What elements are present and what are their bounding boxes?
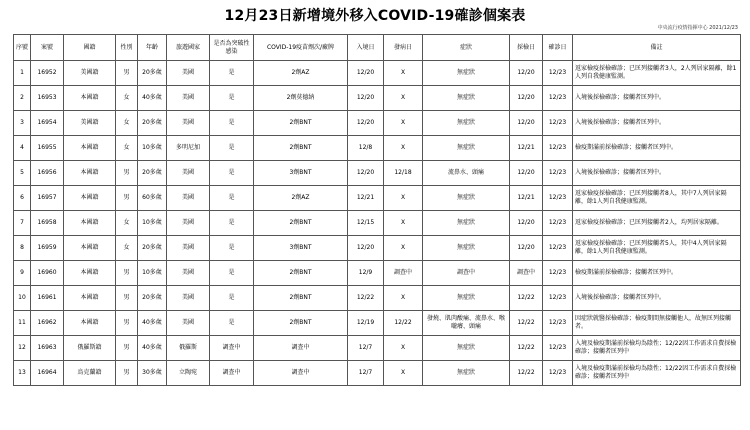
column-header: 備註 [573,35,741,61]
table-cell: 10多歲 [138,136,167,161]
table-cell: 12/23 [543,261,573,286]
column-header: 症狀 [423,35,510,61]
table-cell: 12/22 [348,286,384,311]
table-cell: 16960 [31,261,64,286]
table-cell: 美國 [167,61,210,86]
table-cell: 無症狀 [423,61,510,86]
table-cell: 12/22 [510,311,543,336]
table-cell: 11 [14,311,31,336]
table-cell: 入境後採檢確診；接觸者匡列中。 [573,286,741,311]
table-cell: 12/23 [543,336,573,361]
table-cell: 發燒、肌肉酸痛、流鼻水、喉嚨癢、頭痛 [423,311,510,336]
column-header: 性別 [116,35,138,61]
table-cell: 2劑BNT [254,111,348,136]
table-cell: 16962 [31,311,64,336]
table-cell: 是 [210,61,254,86]
table-cell: 男 [116,186,138,211]
table-cell: 1 [14,61,31,86]
table-cell: 12/7 [348,336,384,361]
table-cell: 16955 [31,136,64,161]
table-cell: 2劑莫德納 [254,86,348,111]
table-row [14,111,741,136]
table-cell: X [384,186,423,211]
table-cell: 16957 [31,186,64,211]
table-cell: 俄羅斯 [167,336,210,361]
table-cell: 12/15 [348,211,384,236]
table-cell: 3 [14,111,31,136]
table-cell: 12/8 [348,136,384,161]
table-cell: 12/20 [510,111,543,136]
table-row [14,136,741,161]
table-cell: 6 [14,186,31,211]
table-cell: 12/23 [543,61,573,86]
column-header: 國籍 [64,35,116,61]
table-cell: 5 [14,161,31,186]
table-row [14,186,741,211]
table-cell: 流鼻水、頭痛 [423,161,510,186]
table-cell: 12/20 [348,61,384,86]
table-cell: 16954 [31,111,64,136]
table-cell: X [384,86,423,111]
table-cell: 12/23 [543,211,573,236]
table-cell: X [384,136,423,161]
table-cell: 60多歲 [138,186,167,211]
table-cell: 本國籍 [64,86,116,111]
table-cell: 12/21 [348,186,384,211]
table-cell: 12/20 [348,86,384,111]
table-cell: 無症狀 [423,286,510,311]
table-cell: 12/19 [348,311,384,336]
table-cell: 調查中 [210,361,254,386]
column-header: COVID-19疫苗劑次/廠牌 [254,35,348,61]
table-cell: 12/20 [510,61,543,86]
column-header: 年齡 [138,35,167,61]
table-cell: 13 [14,361,31,386]
table-cell: 女 [116,111,138,136]
column-header: 發病日 [384,35,423,61]
table-cell: 是 [210,111,254,136]
table-cell: 入境及檢疫期滿前採檢均為陰性；12/22因工作需求自費採檢確診；接觸者匡列中 [573,361,741,386]
table-row [14,361,741,386]
table-cell: 女 [116,236,138,261]
table-cell: 美國 [167,236,210,261]
table-cell: 12/20 [348,161,384,186]
table-cell: 12/20 [348,236,384,261]
table-row [14,86,741,111]
table-cell: 本國籍 [64,186,116,211]
table-cell: 10多歲 [138,261,167,286]
table-cell: 男 [116,286,138,311]
table-cell: 2劑BNT [254,261,348,286]
table-cell: 12/23 [543,111,573,136]
table-cell: 2劑BNT [254,286,348,311]
table-cell: 調查中 [510,261,543,286]
table-cell: 本國籍 [64,136,116,161]
table-cell: 2劑AZ [254,61,348,86]
table-cell: 本國籍 [64,161,116,186]
table-cell: 3劑BNT [254,161,348,186]
table-cell: 12/23 [543,236,573,261]
table-cell: 是 [210,286,254,311]
column-header: 採檢日 [510,35,543,61]
table-cell: 9 [14,261,31,286]
table-cell: 本國籍 [64,211,116,236]
table-cell: 12/7 [348,361,384,386]
table-cell: 調查中 [210,336,254,361]
page-title: 12月23日新增境外移入COVID-19確診個案表 [224,8,526,24]
table-cell: 12/22 [384,311,423,336]
table-row [14,236,741,261]
table-cell: 無症狀 [423,111,510,136]
column-header: 序號 [14,35,31,61]
table-cell: 12/22 [510,361,543,386]
table-cell: 40多歲 [138,311,167,336]
column-header: 旅遊國家 [167,35,210,61]
table-cell: 20多歲 [138,161,167,186]
column-header: 確診日 [543,35,573,61]
table-row [14,336,741,361]
table-cell: 女 [116,86,138,111]
table-cell: 12/20 [510,236,543,261]
table-cell: 4 [14,136,31,161]
table-cell: 12/23 [543,86,573,111]
table-cell: 無症狀 [423,186,510,211]
table-cell: 無症狀 [423,86,510,111]
table-cell: 20多歲 [138,236,167,261]
table-cell: 12 [14,336,31,361]
column-header: 入境日 [348,35,384,61]
case-table [13,34,741,386]
table-cell: 12/23 [543,186,573,211]
table-cell: 美國 [167,111,210,136]
table-cell: 美國 [167,161,210,186]
table-cell: 美國籍 [64,111,116,136]
table-cell: 16958 [31,211,64,236]
table-cell: 調查中 [254,361,348,386]
table-cell: 美國 [167,261,210,286]
table-cell: 多明尼加 [167,136,210,161]
table-cell: 2劑BNT [254,136,348,161]
table-cell: 12/20 [348,111,384,136]
table-cell: 入境後採檢確診；接觸者匡列中。 [573,161,741,186]
table-cell: 男 [116,311,138,336]
table-cell: 12/20 [510,211,543,236]
source-note: 中央流行疫情指揮中心 2021/12/23 [657,25,738,31]
table-row [14,161,741,186]
table-cell: 12/23 [543,311,573,336]
table-cell: 美國 [167,286,210,311]
table-cell: X [384,236,423,261]
table-cell: 2劑AZ [254,186,348,211]
table-cell: 30多歲 [138,361,167,386]
table-cell: 12/23 [543,136,573,161]
table-cell: 12/18 [384,161,423,186]
table-cell: 10多歲 [138,211,167,236]
table-cell: 本國籍 [64,236,116,261]
table-cell: 本國籍 [64,311,116,336]
table-row [14,286,741,311]
table-header-row [14,35,741,61]
table-cell: 20多歲 [138,111,167,136]
table-cell: 無症狀 [423,211,510,236]
table-cell: 12/23 [543,286,573,311]
table-cell: 烏克蘭籍 [64,361,116,386]
table-row [14,211,741,236]
table-cell: 調查中 [384,261,423,286]
table-cell: 女 [116,136,138,161]
table-cell: 是 [210,211,254,236]
table-cell: 是 [210,261,254,286]
table-cell: 16963 [31,336,64,361]
table-cell: 12/23 [543,361,573,386]
table-cell: 40多歲 [138,336,167,361]
table-cell: 16964 [31,361,64,386]
table-cell: 12/20 [510,86,543,111]
table-cell: 12/23 [543,161,573,186]
table-cell: 男 [116,261,138,286]
table-cell: 是 [210,236,254,261]
table-cell: X [384,61,423,86]
table-cell: 返家檢疫採檢確診；已匡列接觸者2人，均列居家隔離。 [573,211,741,236]
table-cell: 3劑BNT [254,236,348,261]
table-cell: 12/21 [510,186,543,211]
table-cell: 本國籍 [64,286,116,311]
table-cell: 16961 [31,286,64,311]
table-cell: 2劑BNT [254,311,348,336]
table-cell: 12/20 [510,161,543,186]
table-cell: 無症狀 [423,336,510,361]
table-cell: 8 [14,236,31,261]
table-cell: 入境後採檢確診；接觸者匡列中。 [573,86,741,111]
table-cell: 是 [210,136,254,161]
table-row [14,311,741,336]
table-cell: 無症狀 [423,361,510,386]
column-header: 是否為突破性感染 [210,35,254,61]
table-cell: 俄羅斯籍 [64,336,116,361]
table-cell: 男 [116,61,138,86]
table-cell: 16959 [31,236,64,261]
table-cell: 無症狀 [423,236,510,261]
table-cell: 是 [210,186,254,211]
table-cell: 7 [14,211,31,236]
column-header: 案號 [31,35,64,61]
table-cell: 返家檢疫採檢確診；已匡列接觸者3人，2人列居家隔離，餘1人列自我健康監測。 [573,61,741,86]
table-cell: 男 [116,161,138,186]
table-cell: 16956 [31,161,64,186]
table-cell: X [384,211,423,236]
table-cell: 40多歲 [138,86,167,111]
table-cell: 2 [14,86,31,111]
table-cell: 男 [116,336,138,361]
table-cell: 入境及檢疫期滿前採檢均為陰性；12/22因工作需求自費採檢確診；接觸者匡列中 [573,336,741,361]
table-cell: 因症狀就醫採檢確診；檢疫期間無接觸他人，故無匡列接觸者。 [573,311,741,336]
table-cell: 12/21 [510,136,543,161]
table-cell: 美國 [167,186,210,211]
table-row [14,61,741,86]
table-cell: X [384,361,423,386]
table-cell: 12/22 [510,336,543,361]
table-cell: 20多歲 [138,61,167,86]
table-cell: X [384,286,423,311]
table-cell: 是 [210,161,254,186]
table-cell: 無症狀 [423,136,510,161]
table-cell: 16952 [31,61,64,86]
table-cell: 2劑BNT [254,211,348,236]
table-cell: 檢疫期滿前採檢確診；接觸者匡列中。 [573,261,741,286]
table-cell: 16953 [31,86,64,111]
table-cell: X [384,111,423,136]
table-cell: 美國籍 [64,61,116,86]
table-cell: 10 [14,286,31,311]
table-cell: 調查中 [254,336,348,361]
table-cell: 是 [210,86,254,111]
table-cell: 12/22 [510,286,543,311]
table-cell: 調查中 [423,261,510,286]
table-row [14,261,741,286]
table-cell: 返家檢疫採檢確診；已匡列接觸者5人，其中4人列居家隔離，餘1人列自我健康監測。 [573,236,741,261]
table-cell: 是 [210,311,254,336]
table-cell: 美國 [167,86,210,111]
table-cell: 20多歲 [138,286,167,311]
table-cell: X [384,336,423,361]
table-cell: 檢疫期滿前採檢確診；接觸者匡列中。 [573,136,741,161]
table-cell: 返家檢疫採檢確診；已匡列接觸者8人，其中7人列居家隔離，餘1人列自我健康監測。 [573,186,741,211]
table-cell: 女 [116,211,138,236]
table-cell: 美國 [167,211,210,236]
table-cell: 立陶宛 [167,361,210,386]
table-cell: 本國籍 [64,261,116,286]
table-cell: 入境後採檢確診；接觸者匡列中。 [573,111,741,136]
table-cell: 男 [116,361,138,386]
table-cell: 12/9 [348,261,384,286]
table-cell: 美國 [167,311,210,336]
